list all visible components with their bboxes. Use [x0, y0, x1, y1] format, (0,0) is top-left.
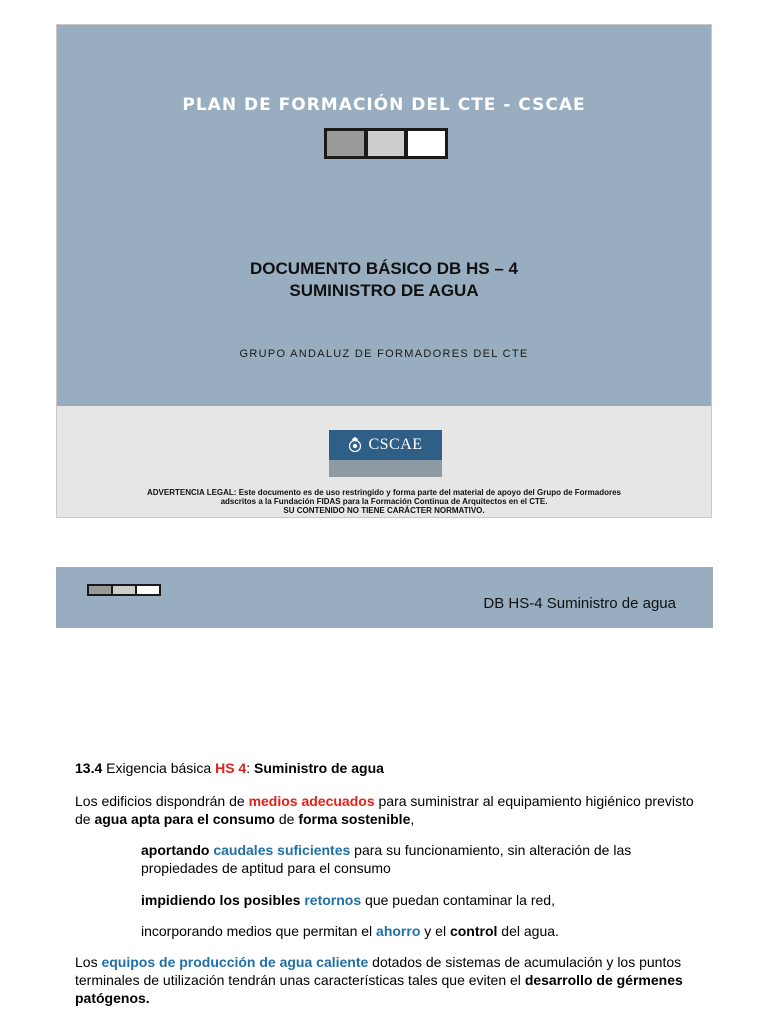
three-squares-small-icon [87, 584, 161, 596]
requirement-code: HS 4 [215, 760, 247, 776]
document-title [57, 258, 711, 302]
square-mid [113, 586, 135, 594]
emblem-icon [348, 436, 362, 454]
text: para suministrar al equipamiento higiénico previsto de [75, 793, 694, 827]
text: de [274, 811, 299, 827]
text: del agua. [497, 923, 559, 939]
logo-text: CSCAE [368, 436, 423, 453]
text: y el [420, 923, 450, 939]
square-dark [89, 586, 111, 594]
paragraph-hot-water [75, 953, 695, 1007]
plan-title: PLAN DE FORMACIÓN DEL CTE - CSCAE [182, 95, 586, 115]
legal-warning-line1: ADVERTENCIA LEGAL: Este documento es de uso restringido y forma parte del material de apoyo del Grupo de Formadores [146, 488, 621, 497]
heading-text: Exigencia básica [102, 760, 216, 776]
highlight: ahorro [376, 923, 421, 939]
paragraph-item-3 [141, 922, 695, 940]
square-light [408, 131, 445, 156]
square-mid [368, 131, 405, 156]
legal-warning-line2: adscritos a la Fundación FIDAS para la Formación Continua de Arquitectos en el CTE. [220, 497, 548, 506]
square-light [137, 586, 159, 594]
requirement-title: Suministro de agua [254, 760, 384, 776]
square-dark [327, 131, 364, 156]
paragraph-intro [75, 792, 695, 828]
text: , [410, 811, 415, 827]
section-heading [75, 759, 384, 777]
title-slide [56, 24, 712, 518]
section-header [56, 567, 713, 628]
legal-warning-line3: SU CONTENIDO NO TIENE CARÁCTER NORMATIVO. [283, 506, 485, 515]
logo-band [329, 430, 442, 460]
highlight: medios adecuados [248, 793, 375, 809]
section-header-title: DB HS-4 Suministro de agua [483, 595, 676, 612]
legal-warning [57, 488, 711, 515]
document-title-line1: DOCUMENTO BÁSICO DB HS – 4 [250, 259, 518, 278]
bold-text: aportando [141, 842, 210, 858]
text: incorporando medios que permitan el [141, 923, 377, 939]
paragraph-item-1 [141, 841, 695, 877]
text: dotados de sistemas de acumulación y los puntos terminales de utilización tendrán unas características tales que eviten el [75, 954, 682, 988]
heading-colon: : [246, 760, 254, 776]
highlight: equipos de producción de agua caliente [101, 954, 369, 970]
section-number: 13.4 [75, 760, 103, 776]
bold-text: control [449, 923, 498, 939]
highlight: retornos [304, 892, 362, 908]
bold-text: desarrollo de gérmenes patógenos. [75, 972, 683, 1006]
bold-text: agua apta para el consumo [94, 811, 275, 827]
title-slide-banner [57, 25, 711, 406]
highlight: caudales suficientes [213, 842, 351, 858]
cscae-logo [329, 430, 442, 477]
paragraph-item-2 [141, 891, 695, 909]
group-name: GRUPO ANDALUZ DE FORMADORES DEL CTE [239, 348, 529, 360]
text: Los [75, 954, 102, 970]
text: que puedan contaminar la red, [361, 892, 555, 908]
bold-text: forma sostenible [298, 811, 411, 827]
three-squares-icon [324, 128, 448, 159]
text: Los edificios dispondrán de [75, 793, 249, 809]
document-title-line2: SUMINISTRO DE AGUA [289, 281, 479, 300]
text: para su funcionamiento, sin alteración de las propiedades de aptitud para el consumo [141, 842, 632, 876]
bold-text: impidiendo los posibles [141, 892, 301, 908]
